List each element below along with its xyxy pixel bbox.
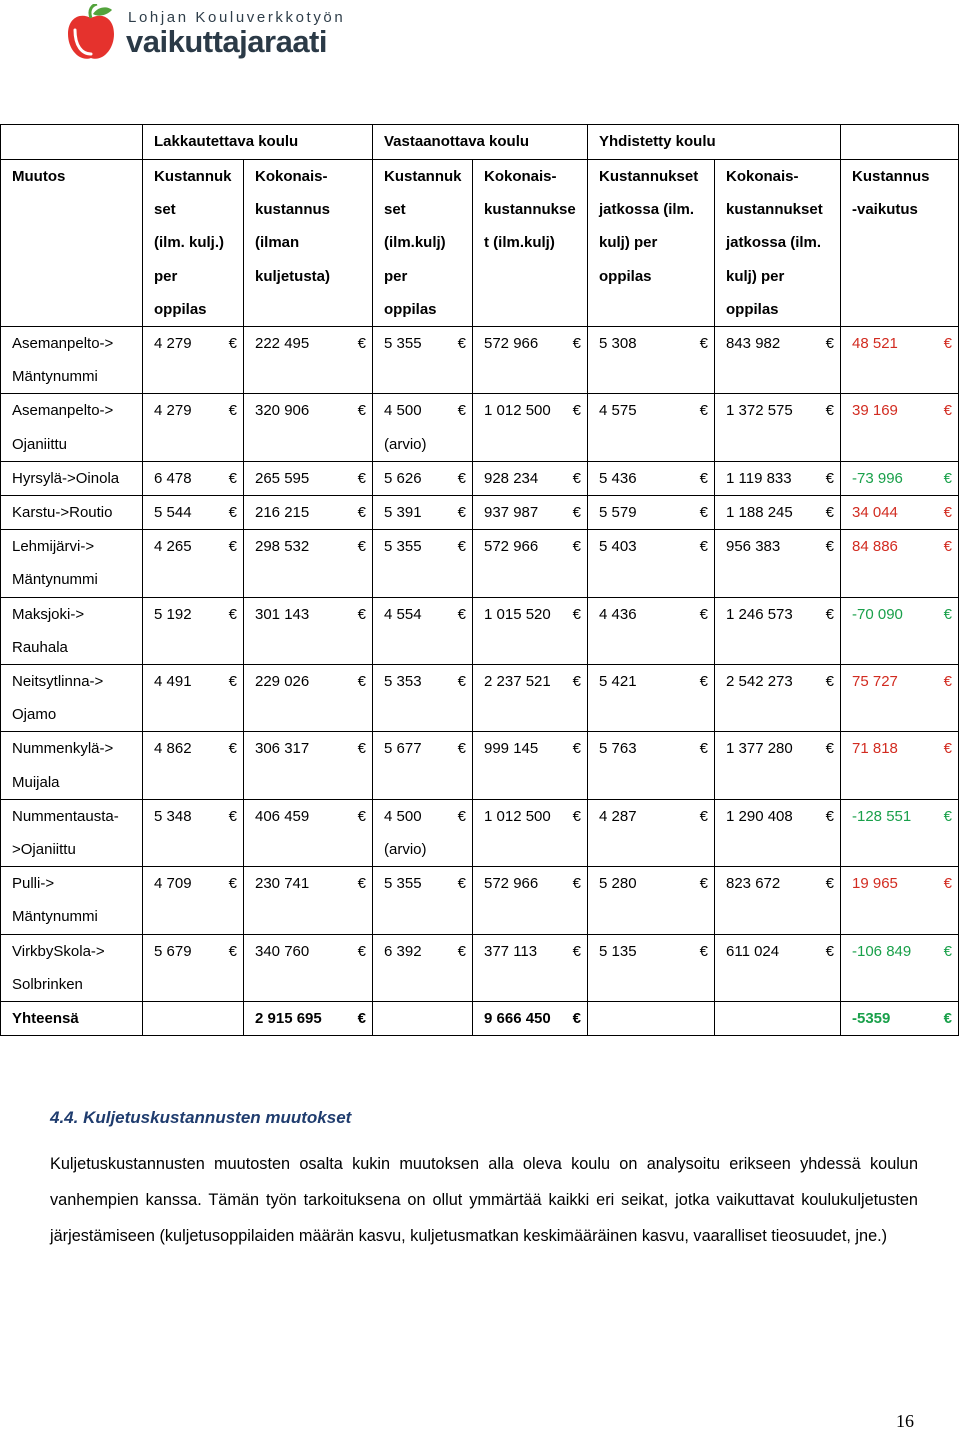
col-header-c6: Kokonais- kustannukset jatkossa (ilm. kulj) per oppilas: [715, 160, 841, 327]
value-cell: [244, 867, 373, 934]
row-name: Nummentausta- >Ojaniittu: [1, 799, 143, 866]
logo-organization: Lohjan Kouluverkkotyön: [128, 9, 346, 26]
currency-symbol: €: [825, 942, 834, 960]
col-header-muutos: Muutos: [1, 160, 143, 327]
table-row: [1, 461, 959, 495]
value-cell: [588, 934, 715, 1001]
value-cell: [373, 461, 473, 495]
currency-symbol: €: [572, 538, 581, 556]
value-cell: [244, 461, 373, 495]
currency-symbol: €: [943, 538, 952, 556]
cell-value: 5 679: [154, 942, 192, 960]
cell-value: 5 353: [384, 672, 422, 690]
value-cell: [588, 732, 715, 799]
cell-value: -128 551: [852, 807, 912, 825]
currency-symbol: €: [699, 807, 708, 825]
cell-value: 5 355: [384, 334, 422, 352]
value-cell: [473, 530, 588, 597]
table-row: [1, 394, 959, 461]
value-cell: [373, 495, 473, 529]
col-header-c1: Kustannuk set (ilm. kulj.) per oppilas: [143, 160, 244, 327]
value-cell: [244, 326, 373, 393]
table-row: [1, 664, 959, 731]
value-cell: [244, 530, 373, 597]
col-header-c5: Kustannukset jatkossa (ilm. kulj) per oppilas: [588, 160, 715, 327]
cell-value: 1 290 408: [726, 807, 793, 825]
cell-value: 5 421: [599, 672, 637, 690]
currency-symbol: €: [825, 334, 834, 352]
currency-symbol: €: [357, 740, 366, 758]
currency-symbol: €: [228, 875, 237, 893]
currency-symbol: €: [943, 1010, 952, 1027]
cell-value: 216 215: [255, 503, 310, 521]
column-header-row: [1, 160, 959, 327]
table-row: [1, 799, 959, 866]
currency-symbol: €: [943, 740, 952, 758]
col-header-c7: Kustannus -vaikutus: [841, 160, 959, 327]
cell-value: 5 544: [154, 503, 192, 521]
row-name: Asemanpelto-> Ojaniittu: [1, 394, 143, 461]
value-cell: [715, 934, 841, 1001]
logo: [66, 4, 366, 64]
cell-value: 19 965: [852, 875, 898, 893]
value-cell: [473, 799, 588, 866]
blank-cell: [373, 1002, 473, 1036]
currency-symbol: €: [825, 605, 834, 623]
currency-symbol: €: [572, 875, 581, 893]
value-cell: [473, 394, 588, 461]
currency-symbol: €: [457, 740, 466, 758]
value-cell: [588, 799, 715, 866]
currency-symbol: €: [572, 402, 581, 420]
currency-symbol: €: [357, 605, 366, 623]
value-cell: [588, 461, 715, 495]
cell-value: 222 495: [255, 334, 310, 352]
value-cell: [715, 597, 841, 664]
cell-value: -5359: [852, 1010, 891, 1027]
value-cell: [715, 326, 841, 393]
value-cell: [143, 597, 244, 664]
value-cell: [715, 530, 841, 597]
group-header-receiving: Vastaanottava koulu: [373, 125, 588, 160]
currency-symbol: €: [572, 605, 581, 623]
currency-symbol: €: [943, 672, 952, 690]
currency-symbol: €: [457, 469, 466, 487]
cell-value: 956 383: [726, 538, 781, 556]
currency-symbol: €: [357, 469, 366, 487]
value-cell: [143, 461, 244, 495]
currency-symbol: €: [572, 942, 581, 960]
currency-symbol: €: [228, 672, 237, 690]
currency-symbol: €: [357, 503, 366, 521]
cell-value: 1 246 573: [726, 605, 793, 623]
value-cell: [143, 732, 244, 799]
value-cell: [473, 326, 588, 393]
section-heading: 4.4. Kuljetuskustannusten muutokset: [50, 1108, 352, 1127]
currency-symbol: €: [943, 469, 952, 487]
value-cell: [841, 597, 959, 664]
value-cell: [473, 461, 588, 495]
currency-symbol: €: [357, 875, 366, 893]
value-cell: [373, 799, 473, 866]
currency-symbol: €: [457, 538, 466, 556]
value-cell: [143, 326, 244, 393]
value-cell: [841, 934, 959, 1001]
currency-symbol: €: [699, 605, 708, 623]
value-cell: [373, 326, 473, 393]
table-row: [1, 867, 959, 934]
value-cell: [588, 326, 715, 393]
currency-symbol: €: [457, 942, 466, 960]
currency-symbol: €: [699, 875, 708, 893]
currency-symbol: €: [699, 672, 708, 690]
cell-value: 572 966: [484, 538, 539, 556]
value-cell: [473, 664, 588, 731]
currency-symbol: €: [228, 469, 237, 487]
cell-note: (arvio): [384, 435, 427, 453]
cell-value: 5 355: [384, 538, 422, 556]
row-name: Hyrsylä->Oinola: [1, 461, 143, 495]
cell-value: 306 317: [255, 740, 310, 758]
cell-value: 1 188 245: [726, 503, 793, 521]
cell-value: 2 542 273: [726, 672, 793, 690]
cell-value: 84 886: [852, 538, 898, 556]
currency-symbol: €: [943, 402, 952, 420]
currency-symbol: €: [943, 942, 952, 960]
value-cell: [244, 394, 373, 461]
currency-symbol: €: [572, 672, 581, 690]
currency-symbol: €: [228, 334, 237, 352]
cell-value: 71 818: [852, 740, 898, 758]
value-cell: [473, 934, 588, 1001]
value-cell: [143, 664, 244, 731]
cell-value: 928 234: [484, 469, 539, 487]
cell-value: 937 987: [484, 503, 539, 521]
cell-value: 1 372 575: [726, 402, 793, 420]
table-row: [1, 495, 959, 529]
value-cell: [244, 934, 373, 1001]
currency-symbol: €: [457, 672, 466, 690]
value-cell: [373, 934, 473, 1001]
value-cell: [473, 1002, 588, 1036]
value-cell: [588, 394, 715, 461]
col-header-c4: Kokonais- kustannukse t (ilm.kulj): [473, 160, 588, 327]
blank-cell: [143, 1002, 244, 1036]
cell-value: 4 554: [384, 605, 422, 623]
value-cell: [841, 326, 959, 393]
currency-symbol: €: [825, 740, 834, 758]
currency-symbol: €: [699, 334, 708, 352]
value-cell: [841, 732, 959, 799]
currency-symbol: €: [357, 1010, 366, 1027]
col-header-c3: Kustannuk set (ilm.kulj) per oppilas: [373, 160, 473, 327]
cell-value: 301 143: [255, 605, 310, 623]
value-cell: [715, 732, 841, 799]
currency-symbol: €: [825, 538, 834, 556]
cell-value: 823 672: [726, 875, 781, 893]
value-cell: [715, 394, 841, 461]
currency-symbol: €: [357, 672, 366, 690]
value-cell: [473, 867, 588, 934]
cell-value: 843 982: [726, 334, 781, 352]
section-paragraph: Kuljetuskustannusten muutosten osalta kukin muutoksen alla oleva koulu on analysoitu erikseen yhdessä koulun vanhempien kanssa. Tämän työn tarkoituksena on ollut ymmärtää kaikki eri seikat, jotka vaikuttavat koulukuljetusten järjestämiseen (kuljetusoppilaiden määrän kasvu, kuljetusmatkan keskimääräinen kasvu, vaaralliset tieosuudet, jne.): [50, 1155, 918, 1245]
currency-symbol: €: [699, 402, 708, 420]
value-cell: [715, 867, 841, 934]
cell-value: 34 044: [852, 503, 898, 521]
cell-value: -106 849: [852, 942, 912, 960]
cell-value: 4 862: [154, 740, 192, 758]
page-number: 16: [896, 1411, 914, 1431]
cell-value: 4 436: [599, 605, 637, 623]
currency-symbol: €: [572, 503, 581, 521]
value-cell: [841, 867, 959, 934]
logo-title: vaikuttajaraati: [126, 24, 327, 59]
col-header-c2: Kokonais- kustannus (ilman kuljetusta): [244, 160, 373, 327]
apple-logo-icon: [66, 4, 116, 64]
blank-cell: [588, 1002, 715, 1036]
value-cell: [715, 664, 841, 731]
cell-value: 5 280: [599, 875, 637, 893]
currency-symbol: €: [357, 334, 366, 352]
cell-value: 5 436: [599, 469, 637, 487]
currency-symbol: €: [825, 402, 834, 420]
cost-table: [0, 124, 959, 1036]
value-cell: [473, 495, 588, 529]
value-cell: [244, 597, 373, 664]
cell-value: 5 348: [154, 807, 192, 825]
table-row: [1, 934, 959, 1001]
cell-value: 5 579: [599, 503, 637, 521]
cell-value: 2 237 521: [484, 672, 551, 690]
cell-value: 377 113: [484, 942, 538, 960]
cell-value: 1 012 500: [484, 807, 551, 825]
currency-symbol: €: [943, 605, 952, 623]
cell-value: 4 500: [384, 807, 422, 825]
table-row: [1, 530, 959, 597]
value-cell: [473, 597, 588, 664]
value-cell: [143, 799, 244, 866]
currency-symbol: €: [457, 875, 466, 893]
value-cell: [244, 799, 373, 866]
value-cell: [244, 495, 373, 529]
table-row: [1, 326, 959, 393]
cell-value: 5 355: [384, 875, 422, 893]
value-cell: [373, 530, 473, 597]
cell-value: 4 500: [384, 402, 422, 420]
group-header-row: [1, 125, 959, 160]
currency-symbol: €: [228, 538, 237, 556]
cell-value: 6 392: [384, 942, 422, 960]
value-cell: [244, 1002, 373, 1036]
blank-cell: [715, 1002, 841, 1036]
value-cell: [841, 495, 959, 529]
cell-value: 4 279: [154, 402, 192, 420]
cell-value: 75 727: [852, 672, 898, 690]
cell-value: 6 478: [154, 469, 192, 487]
row-name: Asemanpelto-> Mäntynummi: [1, 326, 143, 393]
value-cell: [841, 1002, 959, 1036]
cell-value: 2 915 695: [255, 1010, 322, 1027]
value-cell: [143, 495, 244, 529]
currency-symbol: €: [699, 538, 708, 556]
cell-value: 5 192: [154, 605, 192, 623]
currency-symbol: €: [572, 334, 581, 352]
row-name: Lehmijärvi-> Mäntynummi: [1, 530, 143, 597]
currency-symbol: €: [825, 672, 834, 690]
currency-symbol: €: [699, 942, 708, 960]
group-header-combined: Yhdistetty koulu: [588, 125, 841, 160]
total-label: Yhteensä: [1, 1002, 143, 1036]
currency-symbol: €: [228, 503, 237, 521]
cell-value: 4 287: [599, 807, 637, 825]
value-cell: [143, 934, 244, 1001]
value-cell: [588, 597, 715, 664]
cell-value: 572 966: [484, 334, 539, 352]
cell-value: -73 996: [852, 469, 903, 487]
currency-symbol: €: [357, 538, 366, 556]
value-cell: [841, 394, 959, 461]
cell-value: 5 763: [599, 740, 637, 758]
cell-value: 1 377 280: [726, 740, 793, 758]
blank-cell: [1, 125, 143, 160]
value-cell: [373, 394, 473, 461]
row-name: Nummenkylä-> Muijala: [1, 732, 143, 799]
value-cell: [715, 461, 841, 495]
cell-value: 4 491: [154, 672, 192, 690]
value-cell: [841, 799, 959, 866]
cell-value: 5 403: [599, 538, 637, 556]
cell-value: 298 532: [255, 538, 310, 556]
currency-symbol: €: [825, 807, 834, 825]
cell-value: 39 169: [852, 402, 898, 420]
value-cell: [841, 664, 959, 731]
row-name: Pulli-> Mäntynummi: [1, 867, 143, 934]
currency-symbol: €: [357, 942, 366, 960]
value-cell: [244, 732, 373, 799]
cell-value: 4 575: [599, 402, 637, 420]
currency-symbol: €: [825, 875, 834, 893]
currency-symbol: €: [699, 740, 708, 758]
currency-symbol: €: [943, 334, 952, 352]
cell-value: 406 459: [255, 807, 310, 825]
cell-value: 230 741: [255, 875, 310, 893]
value-cell: [715, 495, 841, 529]
group-header-closed: Lakkautettava koulu: [143, 125, 373, 160]
currency-symbol: €: [572, 469, 581, 487]
cell-value: 4 279: [154, 334, 192, 352]
value-cell: [244, 664, 373, 731]
value-cell: [373, 664, 473, 731]
cell-value: 4 709: [154, 875, 192, 893]
cell-value: 572 966: [484, 875, 539, 893]
currency-symbol: €: [699, 469, 708, 487]
currency-symbol: €: [357, 807, 366, 825]
row-name: Maksjoki-> Rauhala: [1, 597, 143, 664]
currency-symbol: €: [228, 605, 237, 623]
cell-value: -70 090: [852, 605, 903, 623]
currency-symbol: €: [943, 875, 952, 893]
cell-value: 999 145: [484, 740, 539, 758]
currency-symbol: €: [457, 807, 466, 825]
currency-symbol: €: [228, 740, 237, 758]
currency-symbol: €: [699, 503, 708, 521]
row-name: VirkbySkola-> Solbrinken: [1, 934, 143, 1001]
cell-value: 5 135: [599, 942, 637, 960]
cell-note: (arvio): [384, 840, 427, 858]
cell-value: 5 308: [599, 334, 637, 352]
cell-value: 1 119 833: [726, 469, 792, 487]
currency-symbol: €: [457, 402, 466, 420]
cell-value: 1 012 500: [484, 402, 551, 420]
cell-value: 229 026: [255, 672, 310, 690]
cell-value: 340 760: [255, 942, 310, 960]
currency-symbol: €: [825, 469, 834, 487]
currency-symbol: €: [357, 402, 366, 420]
value-cell: [143, 394, 244, 461]
value-cell: [588, 664, 715, 731]
value-cell: [588, 867, 715, 934]
blank-cell: [841, 125, 959, 160]
value-cell: [373, 732, 473, 799]
currency-symbol: €: [457, 503, 466, 521]
value-cell: [143, 867, 244, 934]
currency-symbol: €: [943, 503, 952, 521]
currency-symbol: €: [457, 605, 466, 623]
currency-symbol: €: [572, 807, 581, 825]
cell-value: 320 906: [255, 402, 310, 420]
cell-value: 5 626: [384, 469, 422, 487]
cell-value: 1 015 520: [484, 605, 551, 623]
value-cell: [588, 495, 715, 529]
currency-symbol: €: [572, 740, 581, 758]
value-cell: [588, 530, 715, 597]
row-name: Karstu->Routio: [1, 495, 143, 529]
value-cell: [841, 530, 959, 597]
cell-value: 265 595: [255, 469, 310, 487]
row-name: Neitsytlinna-> Ojamo: [1, 664, 143, 731]
total-row: [1, 1002, 959, 1036]
cell-value: 9 666 450: [484, 1010, 551, 1027]
cell-value: 5 677: [384, 740, 422, 758]
currency-symbol: €: [228, 402, 237, 420]
currency-symbol: €: [457, 334, 466, 352]
currency-symbol: €: [943, 807, 952, 825]
cell-value: 4 265: [154, 538, 192, 556]
table-row: [1, 732, 959, 799]
value-cell: [373, 867, 473, 934]
currency-symbol: €: [572, 1010, 581, 1027]
value-cell: [473, 732, 588, 799]
cell-value: 611 024: [726, 942, 780, 960]
currency-symbol: €: [228, 807, 237, 825]
cell-value: 5 391: [384, 503, 422, 521]
value-cell: [715, 799, 841, 866]
value-cell: [143, 530, 244, 597]
table-row: [1, 597, 959, 664]
value-cell: [841, 461, 959, 495]
currency-symbol: €: [228, 942, 237, 960]
currency-symbol: €: [825, 503, 834, 521]
value-cell: [373, 597, 473, 664]
cell-value: 48 521: [852, 334, 898, 352]
